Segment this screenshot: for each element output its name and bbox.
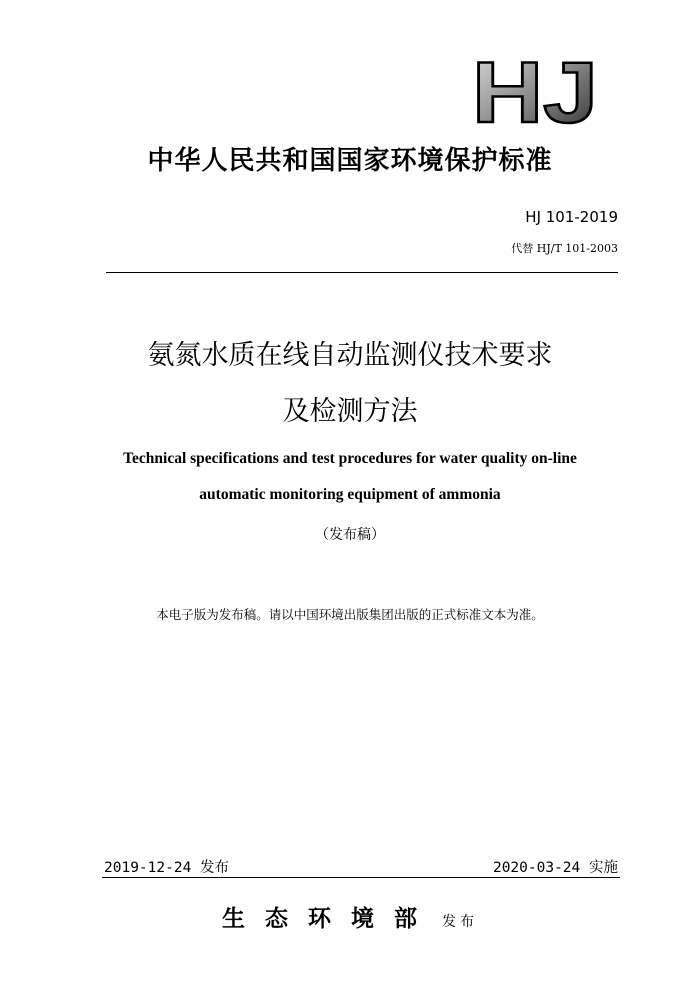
header-divider (106, 272, 618, 273)
replaces-standard: 代替 HJ/T 101-2003 (511, 242, 618, 255)
publisher-verb: 发布 (442, 914, 479, 930)
publisher-name: 生态环境部 (221, 905, 437, 932)
draft-label: （发布稿） (315, 527, 385, 543)
electronic-version-notice: 本电子版为发布稿。请以中国环境出版集团出版的正式标准文本为准。 (156, 607, 544, 622)
title-en-line2: automatic monitoring equipment of ammonia (199, 486, 501, 503)
publisher (0, 900, 700, 933)
standard-number: HJ 101-2019 (525, 208, 618, 226)
effective-date: 2020-03-24 实施 (492, 860, 618, 876)
title-en-line1: Technical specifications and test procedures for water quality on-line (123, 450, 577, 467)
organization-title: 中华人民共和国国家环境保护标准 (147, 146, 553, 176)
release-date: 2019-12-24 发布 (104, 860, 230, 876)
hj-logo-text: HJ (472, 58, 598, 126)
footer-divider (102, 877, 620, 878)
hj-logo (470, 58, 600, 126)
title-cn-line2: 及检测方法 (282, 396, 418, 427)
title-cn-line1: 氨氮水质在线自动监测仪技术要求 (147, 340, 553, 371)
